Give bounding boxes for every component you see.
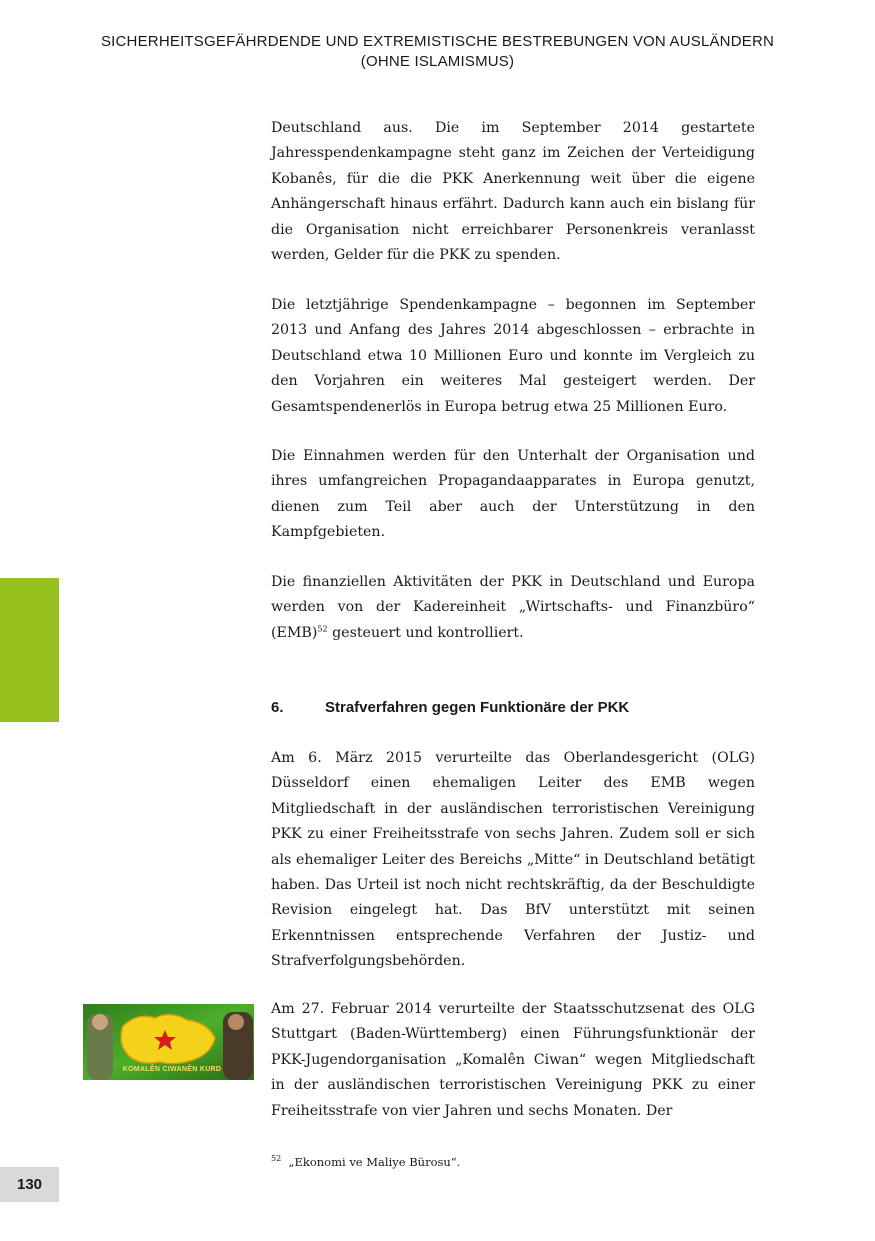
- paragraph-4: [271, 570, 755, 646]
- chapter-color-tab: [0, 578, 59, 722]
- footnote-text: „Ekonomi ve Maliye Bürosu“.: [288, 1155, 461, 1169]
- paragraph-3: Die Einnahmen werden für den Unterhalt der Organisation und ihres umfangreichen Propagandaapparates in Europa genutzt, dienen zum Teil aber auch der Unterstützung in den Kampfgebieten.: [271, 448, 755, 541]
- footnote-reference[interactable]: 52: [317, 624, 328, 634]
- section-number: 6.: [271, 699, 284, 716]
- paragraph-4-text-end: gesteuert und kontrolliert.: [327, 624, 524, 641]
- footnote-number: 52: [271, 1154, 282, 1164]
- header-line-1: SICHERHEITSGEFÄHRDENDE UND EXTREMISTISCHE BESTREBUNGEN VON AUSLÄNDERN: [100, 33, 775, 50]
- section-heading: [271, 697, 755, 719]
- footnote: [271, 1154, 460, 1170]
- paragraph-6: Am 27. Februar 2014 verurteilte der Staatsschutzsenat des OLG Stuttgart (Baden-Württemberg) einen Führungsfunktionär der PKK-Jugendorganisation „Komalên Ciwan“ wegen Mitgliedschaft in der ausländischen terroristischen Vereinigung PKK zu einer Freiheitsstrafe von vier Jahren und sechs Monaten. Der: [271, 1001, 755, 1119]
- poster-caption: KOMALÊN CIWANÊN KURD: [122, 1066, 222, 1073]
- section-title: Strafverfahren gegen Funktionäre der PKK: [325, 699, 630, 716]
- paragraph-5: Am 6. März 2015 verurteilte das Oberlandesgericht (OLG) Düsseldorf einen ehemaligen Leiter des EMB wegen Mitgliedschaft in der ausländischen terroristischen Vereinigung PKK zu einer Freiheitsstrafe von sechs Jahren. Zudem soll er sich als ehemaliger Leiter des Bereichs „Mitte“ in Deutschland betätigt haben. Das Urteil ist noch nicht rechtskräftig, da der Beschuldigte Revision eingelegt hat. Das BfV unterstützt mit seinen Erkenntnissen entsprechende Verfahren der Justiz- und Strafverfolgungsbehörden.: [271, 750, 755, 970]
- running-header: [0, 32, 875, 72]
- paragraph-1: Deutschland aus. Die im September 2014 gestartete Jahresspendenkampagne steht ganz im Zeichen der Verteidigung Kobanês, für die die PKK Anerkennung weit über die eigene Anhängerschaft hinaus erfährt. Dadurch kann auch ein bislang für die Organisation nicht erreichbarer Personenkreis veranlasst werden, Gelder für die PKK zu spenden.: [271, 120, 755, 264]
- header-line-2: (OHNE ISLAMISMUS): [360, 53, 515, 70]
- komalen-ciwan-poster-image: [83, 1004, 254, 1080]
- paragraph-2: Die letztjährige Spendenkampagne – begonnen im September 2013 und Anfang des Jahres 2014 abgeschlossen – erbrachte in Deutschland etwa 10 Millionen Euro und konnte im Vergleich zu den Vorjahren ein weiteres Mal gesteigert werden. Der Gesamtspendenerlös in Europa betrug etwa 25 Millionen Euro.: [271, 297, 755, 415]
- page-number: 130: [0, 1167, 59, 1202]
- paragraph-4-text: Die finanziellen Aktivitäten der PKK in Deutschland und Europa werden von der Kadereinheit „Wirtschafts- und Finanzbüro“ (EMB): [271, 574, 755, 641]
